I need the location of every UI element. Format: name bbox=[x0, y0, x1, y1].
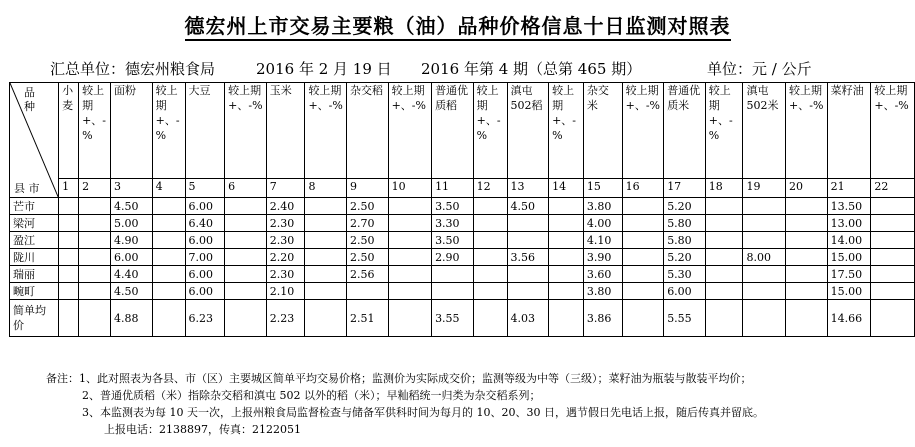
price-cell: 5.00 bbox=[111, 215, 153, 232]
price-cell bbox=[743, 215, 786, 232]
price-cell bbox=[388, 266, 431, 283]
report-date: 2016 年 2 月 19 日 bbox=[256, 60, 392, 78]
column-header: 菜籽油 bbox=[827, 83, 871, 179]
price-cell bbox=[743, 198, 786, 215]
price-cell: 2.50 bbox=[347, 249, 389, 266]
price-cell bbox=[473, 215, 507, 232]
price-cell bbox=[871, 215, 915, 232]
column-header: 较上期+、-% bbox=[305, 83, 347, 179]
price-cell bbox=[432, 283, 474, 300]
price-cell bbox=[622, 232, 664, 249]
column-number: 9 bbox=[347, 179, 389, 198]
price-cell bbox=[786, 232, 828, 249]
price-cell: 3.50 bbox=[432, 232, 474, 249]
price-cell bbox=[225, 300, 267, 337]
column-header: 较上期+、-% bbox=[786, 83, 828, 179]
page-title: 德宏州上市交易主要粮（油）品种价格信息十日监测对照表 bbox=[0, 10, 915, 39]
table-row bbox=[10, 198, 915, 215]
county-name: 盈江 bbox=[10, 232, 59, 249]
price-cell: 6.23 bbox=[185, 300, 225, 337]
price-cell bbox=[305, 232, 347, 249]
column-header: 较上期+、-% bbox=[622, 83, 664, 179]
corner-variety-label: 品种 bbox=[24, 86, 35, 113]
column-header: 较上期+、-% bbox=[705, 83, 743, 179]
column-number: 17 bbox=[664, 179, 706, 198]
price-cell bbox=[549, 283, 584, 300]
column-number: 8 bbox=[305, 179, 347, 198]
column-number: 7 bbox=[266, 179, 305, 198]
column-number: 12 bbox=[473, 179, 507, 198]
price-cell bbox=[79, 283, 111, 300]
price-cell: 3.30 bbox=[432, 215, 474, 232]
price-cell: 3.55 bbox=[432, 300, 474, 337]
price-cell bbox=[473, 249, 507, 266]
price-cell: 4.50 bbox=[111, 198, 153, 215]
price-cell bbox=[305, 300, 347, 337]
price-cell: 7.00 bbox=[185, 249, 225, 266]
column-header: 较上期+、-% bbox=[473, 83, 507, 179]
price-cell: 13.00 bbox=[827, 215, 871, 232]
price-cell bbox=[549, 266, 584, 283]
price-cell bbox=[622, 215, 664, 232]
price-cell bbox=[622, 266, 664, 283]
county-name: 芒市 bbox=[10, 198, 59, 215]
average-row bbox=[10, 300, 915, 337]
corner-header bbox=[10, 83, 59, 198]
column-header: 杂交稻 bbox=[347, 83, 389, 179]
price-cell bbox=[305, 283, 347, 300]
price-cell bbox=[743, 266, 786, 283]
price-cell bbox=[152, 283, 185, 300]
price-cell: 3.80 bbox=[583, 283, 622, 300]
column-number: 19 bbox=[743, 179, 786, 198]
price-cell bbox=[622, 283, 664, 300]
price-cell: 2.51 bbox=[347, 300, 389, 337]
price-cell: 3.50 bbox=[432, 198, 474, 215]
table-row bbox=[10, 283, 915, 300]
price-cell: 3.90 bbox=[583, 249, 622, 266]
price-cell bbox=[388, 215, 431, 232]
price-cell bbox=[59, 249, 79, 266]
county-name: 梁河 bbox=[10, 215, 59, 232]
price-cell: 6.00 bbox=[185, 266, 225, 283]
price-cell: 5.30 bbox=[664, 266, 706, 283]
price-cell bbox=[786, 198, 828, 215]
county-name: 瑞丽 bbox=[10, 266, 59, 283]
price-cell bbox=[705, 266, 743, 283]
price-cell: 4.00 bbox=[583, 215, 622, 232]
column-header: 小麦 bbox=[59, 83, 79, 179]
column-header: 较上期+、-% bbox=[549, 83, 584, 179]
price-cell bbox=[507, 266, 549, 283]
price-cell bbox=[786, 215, 828, 232]
price-cell: 3.60 bbox=[583, 266, 622, 283]
price-cell: 2.20 bbox=[266, 249, 305, 266]
price-cell: 2.90 bbox=[432, 249, 474, 266]
price-cell bbox=[705, 232, 743, 249]
price-cell bbox=[305, 215, 347, 232]
price-cell: 2.56 bbox=[347, 266, 389, 283]
price-cell: 6.40 bbox=[185, 215, 225, 232]
price-cell bbox=[705, 249, 743, 266]
price-cell: 8.00 bbox=[743, 249, 786, 266]
note-line: 2、普通优质稻（米）指除杂交稻和滇屯 502 以外的稻（米）；早籼稻统一归类为杂交稻系列； bbox=[82, 389, 541, 402]
price-cell: 17.50 bbox=[827, 266, 871, 283]
price-cell bbox=[305, 266, 347, 283]
price-cell: 6.00 bbox=[664, 283, 706, 300]
price-cell: 5.55 bbox=[664, 300, 706, 337]
price-cell bbox=[79, 300, 111, 337]
price-cell: 2.30 bbox=[266, 232, 305, 249]
notes bbox=[46, 370, 764, 438]
price-cell: 6.00 bbox=[111, 249, 153, 266]
column-number: 1 bbox=[59, 179, 79, 198]
column-number: 20 bbox=[786, 179, 828, 198]
column-number: 4 bbox=[152, 179, 185, 198]
price-cell: 6.00 bbox=[185, 232, 225, 249]
price-cell bbox=[786, 249, 828, 266]
price-cell bbox=[705, 283, 743, 300]
column-header: 较上期+、-% bbox=[225, 83, 267, 179]
price-cell bbox=[507, 215, 549, 232]
price-cell bbox=[152, 198, 185, 215]
price-cell: 4.10 bbox=[583, 232, 622, 249]
price-unit: 单位：元 / 公斤 bbox=[707, 60, 812, 78]
county-name: 畹町 bbox=[10, 283, 59, 300]
price-cell bbox=[786, 283, 828, 300]
price-cell bbox=[507, 232, 549, 249]
price-cell bbox=[79, 266, 111, 283]
price-cell: 4.50 bbox=[507, 198, 549, 215]
price-cell: 15.00 bbox=[827, 283, 871, 300]
column-number: 18 bbox=[705, 179, 743, 198]
price-cell bbox=[743, 300, 786, 337]
price-cell bbox=[152, 266, 185, 283]
price-cell bbox=[225, 215, 267, 232]
column-number-row bbox=[10, 179, 915, 198]
price-cell bbox=[152, 232, 185, 249]
price-cell bbox=[59, 232, 79, 249]
price-cell bbox=[388, 283, 431, 300]
column-header: 杂交米 bbox=[583, 83, 622, 179]
column-header: 滇屯502稻 bbox=[507, 83, 549, 179]
price-cell bbox=[225, 266, 267, 283]
price-cell: 15.00 bbox=[827, 249, 871, 266]
price-table bbox=[9, 82, 915, 337]
price-cell bbox=[705, 215, 743, 232]
price-cell: 6.00 bbox=[185, 283, 225, 300]
column-header: 普通优质米 bbox=[664, 83, 706, 179]
note-line: 3、本监测表为每 10 天一次，上报州粮食局监督检查与储备军供科时间为每月的 10、20、30 日，遇节假日先电话上报，随后传真并留底。 bbox=[82, 406, 764, 419]
price-cell: 4.88 bbox=[111, 300, 153, 337]
price-cell bbox=[705, 300, 743, 337]
price-cell bbox=[871, 266, 915, 283]
price-cell: 4.40 bbox=[111, 266, 153, 283]
price-cell bbox=[622, 249, 664, 266]
price-cell bbox=[59, 215, 79, 232]
price-cell: 3.56 bbox=[507, 249, 549, 266]
price-cell bbox=[152, 215, 185, 232]
column-header: 普通优质稻 bbox=[432, 83, 474, 179]
column-number: 15 bbox=[583, 179, 622, 198]
price-cell: 2.30 bbox=[266, 266, 305, 283]
price-cell: 2.50 bbox=[347, 198, 389, 215]
price-cell bbox=[549, 232, 584, 249]
price-cell bbox=[388, 249, 431, 266]
price-cell: 2.50 bbox=[347, 232, 389, 249]
column-number: 10 bbox=[388, 179, 431, 198]
county-name: 陇川 bbox=[10, 249, 59, 266]
price-cell bbox=[473, 266, 507, 283]
price-cell bbox=[507, 283, 549, 300]
price-cell bbox=[549, 249, 584, 266]
price-cell: 4.50 bbox=[111, 283, 153, 300]
price-cell bbox=[622, 198, 664, 215]
price-cell bbox=[305, 198, 347, 215]
price-cell bbox=[347, 283, 389, 300]
price-cell: 6.00 bbox=[185, 198, 225, 215]
column-header: 大豆 bbox=[185, 83, 225, 179]
price-cell bbox=[59, 266, 79, 283]
price-cell bbox=[473, 300, 507, 337]
column-number: 16 bbox=[622, 179, 664, 198]
price-cell bbox=[79, 198, 111, 215]
column-header: 滇屯502米 bbox=[743, 83, 786, 179]
price-cell: 2.23 bbox=[266, 300, 305, 337]
price-cell bbox=[743, 283, 786, 300]
price-cell: 2.30 bbox=[266, 215, 305, 232]
price-cell: 2.10 bbox=[266, 283, 305, 300]
price-cell bbox=[152, 249, 185, 266]
price-cell bbox=[871, 198, 915, 215]
price-cell bbox=[388, 300, 431, 337]
column-number: 13 bbox=[507, 179, 549, 198]
column-header: 较上期+、-% bbox=[152, 83, 185, 179]
price-cell bbox=[871, 300, 915, 337]
price-cell bbox=[305, 249, 347, 266]
price-cell: 14.66 bbox=[827, 300, 871, 337]
column-number: 11 bbox=[432, 179, 474, 198]
price-cell: 5.20 bbox=[664, 198, 706, 215]
reporting-unit: 汇总单位：德宏州粮食局 bbox=[50, 60, 216, 78]
issue-number: 2016 年第 4 期（总第 465 期） bbox=[421, 60, 642, 78]
price-cell bbox=[549, 215, 584, 232]
column-number: 6 bbox=[225, 179, 267, 198]
table-row bbox=[10, 232, 915, 249]
price-cell bbox=[473, 232, 507, 249]
column-number: 14 bbox=[549, 179, 584, 198]
price-cell bbox=[59, 300, 79, 337]
price-cell bbox=[743, 232, 786, 249]
price-cell bbox=[705, 198, 743, 215]
price-cell bbox=[786, 266, 828, 283]
price-cell: 5.80 bbox=[664, 232, 706, 249]
price-cell: 5.80 bbox=[664, 215, 706, 232]
price-cell bbox=[59, 198, 79, 215]
price-cell bbox=[473, 283, 507, 300]
price-cell bbox=[79, 249, 111, 266]
price-cell bbox=[388, 198, 431, 215]
price-cell bbox=[432, 266, 474, 283]
column-header: 较上期+、-% bbox=[79, 83, 111, 179]
price-cell bbox=[225, 283, 267, 300]
column-header: 玉米 bbox=[266, 83, 305, 179]
contact-line: 上报电话：2138897，传真：2122051 bbox=[104, 423, 301, 436]
price-cell: 4.90 bbox=[111, 232, 153, 249]
column-header: 较上期+、-% bbox=[871, 83, 915, 179]
price-cell bbox=[549, 198, 584, 215]
column-header: 面粉 bbox=[111, 83, 153, 179]
price-cell bbox=[225, 198, 267, 215]
price-cell bbox=[871, 249, 915, 266]
column-number: 3 bbox=[111, 179, 153, 198]
county-name: 简单均价 bbox=[10, 300, 59, 337]
column-number: 22 bbox=[871, 179, 915, 198]
column-header: 较上期+、-% bbox=[388, 83, 431, 179]
price-cell: 5.20 bbox=[664, 249, 706, 266]
price-cell bbox=[388, 232, 431, 249]
corner-county-label: 县 市 bbox=[14, 182, 40, 195]
table-row bbox=[10, 215, 915, 232]
price-cell bbox=[549, 300, 584, 337]
price-cell bbox=[79, 215, 111, 232]
price-cell: 14.00 bbox=[827, 232, 871, 249]
price-cell bbox=[59, 283, 79, 300]
price-cell bbox=[79, 232, 111, 249]
price-cell: 3.80 bbox=[583, 198, 622, 215]
price-cell bbox=[225, 249, 267, 266]
price-cell bbox=[225, 232, 267, 249]
price-cell: 3.86 bbox=[583, 300, 622, 337]
price-cell bbox=[622, 300, 664, 337]
price-cell: 4.03 bbox=[507, 300, 549, 337]
price-cell bbox=[871, 283, 915, 300]
column-number: 2 bbox=[79, 179, 111, 198]
price-cell bbox=[152, 300, 185, 337]
price-cell bbox=[871, 232, 915, 249]
price-cell: 2.70 bbox=[347, 215, 389, 232]
price-cell bbox=[473, 198, 507, 215]
price-cell bbox=[786, 300, 828, 337]
price-cell: 13.50 bbox=[827, 198, 871, 215]
column-number: 21 bbox=[827, 179, 871, 198]
column-number: 5 bbox=[185, 179, 225, 198]
table-row bbox=[10, 249, 915, 266]
table-row bbox=[10, 266, 915, 283]
price-cell: 2.40 bbox=[266, 198, 305, 215]
note-line: 备注：1、此对照表为各县、市（区）主要城区简单平均交易价格；监测价为实际成交价；监测等级为中等（三级）；菜籽油为瓶装与散装平均价； bbox=[46, 372, 752, 385]
